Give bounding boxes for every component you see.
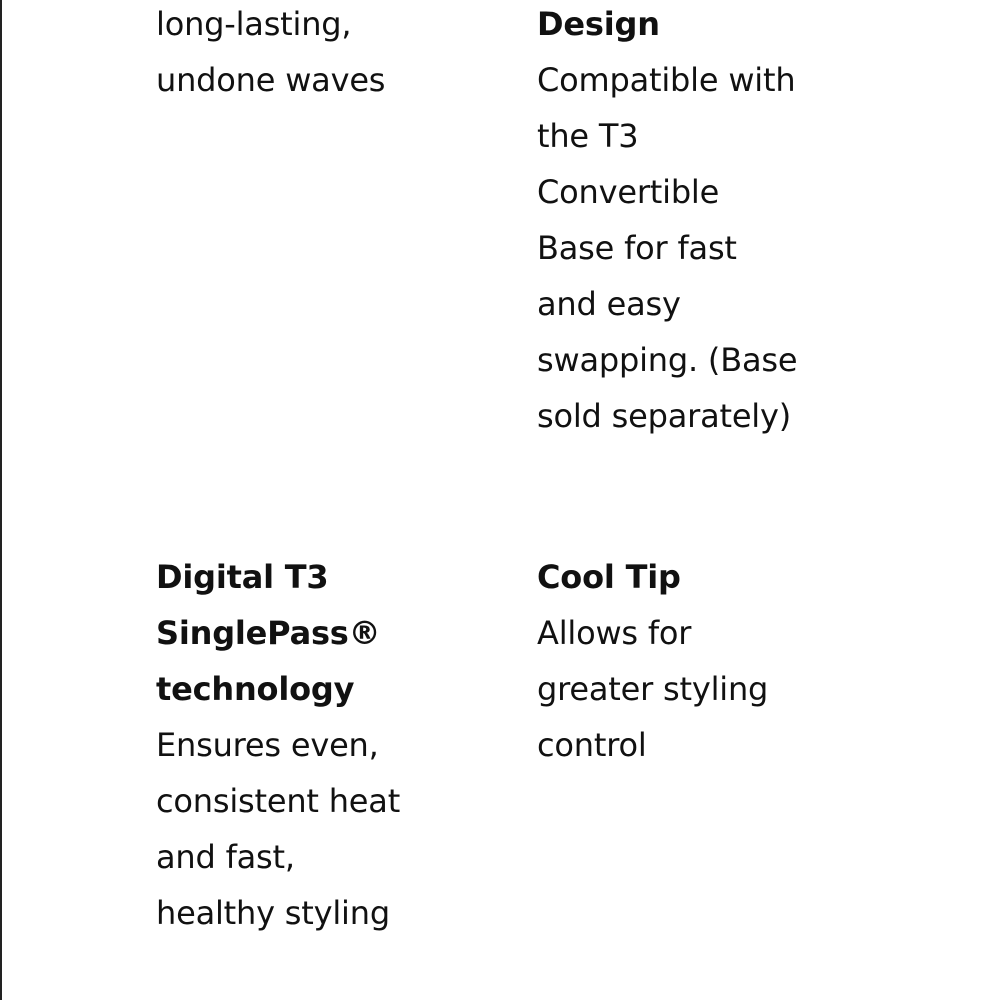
feature-block-cool-tip [537, 549, 768, 773]
feature-description-line: and easy [537, 285, 681, 323]
feature-block-design [537, 0, 797, 444]
feature-title: Cool Tip [537, 558, 681, 596]
feature-description-line: Allows for [537, 614, 692, 652]
feature-block-singlepass [156, 549, 400, 941]
feature-description-line: and fast, [156, 838, 295, 876]
feature-description-line: Base for fast [537, 229, 737, 267]
feature-description-line: consistent heat [156, 782, 401, 820]
feature-description-line: undone waves [156, 61, 386, 99]
feature-title: Design [537, 5, 660, 43]
feature-description-line: swapping. (Base [537, 341, 798, 379]
page-left-border [0, 0, 2, 1000]
feature-description-line: long-lasting, [156, 5, 352, 43]
feature-description-line: Compatible with [537, 61, 796, 99]
feature-block-waves [156, 0, 385, 108]
feature-description-line: Convertible [537, 173, 720, 211]
feature-title-line: Digital T3 [156, 558, 329, 596]
feature-description-line: control [537, 726, 647, 764]
feature-description-line: greater styling [537, 670, 769, 708]
feature-title-line: SinglePass® [156, 614, 381, 652]
feature-title-line: technology [156, 670, 355, 708]
feature-description-line: sold separately) [537, 397, 792, 435]
feature-description-line: the T3 [537, 117, 639, 155]
feature-description-line: Ensures even, [156, 726, 379, 764]
feature-description-line: healthy styling [156, 894, 390, 932]
